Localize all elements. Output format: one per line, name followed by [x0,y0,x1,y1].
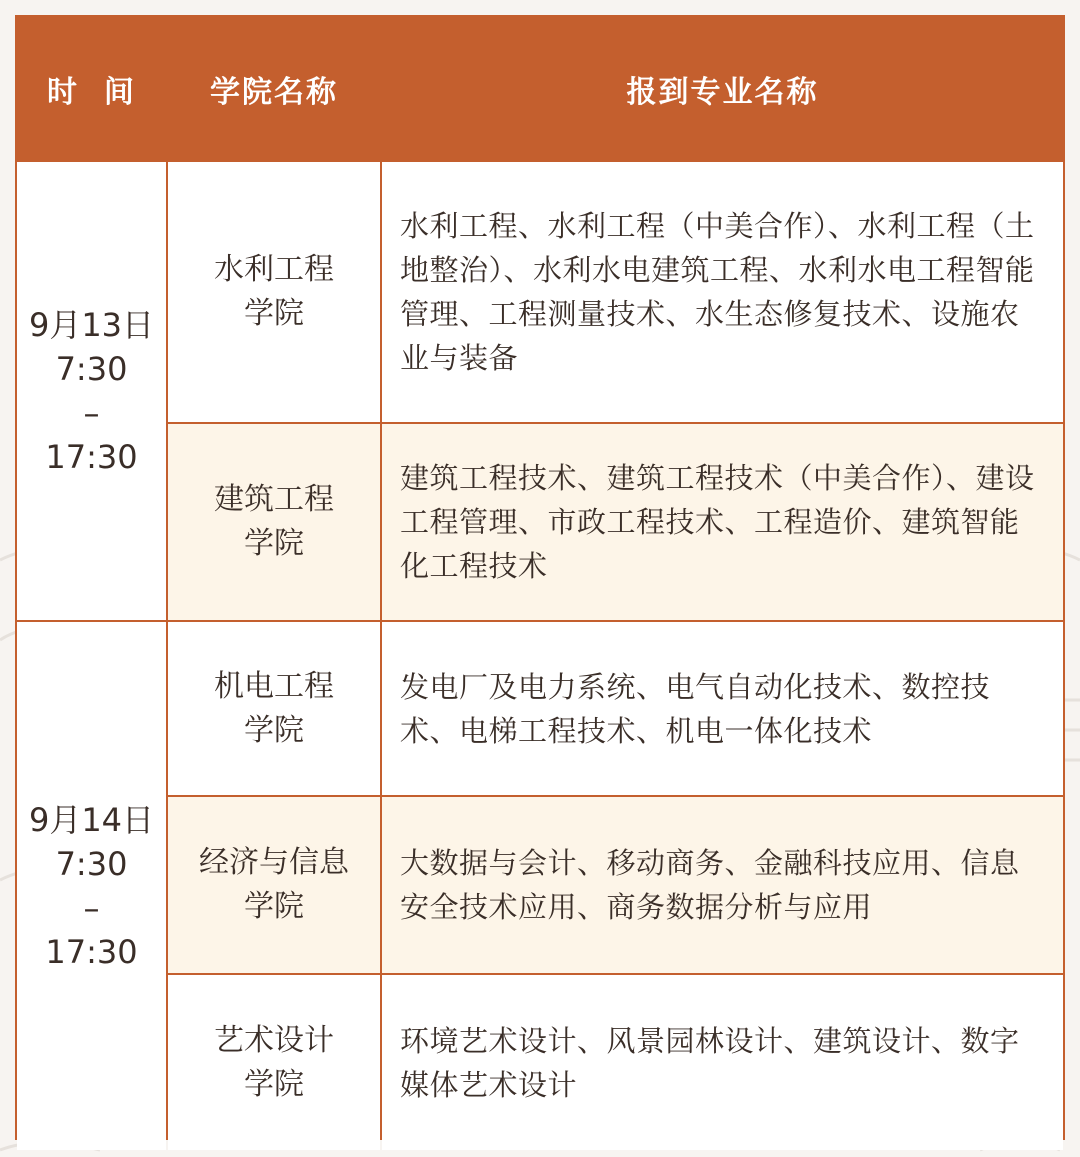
majors-cell-electromechanical: 发电厂及电力系统、电气自动化技术、数控技术、电梯工程技术、机电一体化技术 [382,622,1063,795]
time-cell-sept13: 9月13日 7:30 – 17:30 [17,162,166,620]
header-college: 学院名称 [168,17,380,160]
time-cell-sept14: 9月14日 7:30 – 17:30 [17,622,166,1150]
college-cell-art-design: 艺术设计 学院 [168,975,380,1150]
college-cell-architecture: 建筑工程 学院 [168,424,380,620]
registration-table [15,15,1065,1140]
college-cell-electromechanical: 机电工程 学院 [168,622,380,795]
header-time: 时 间 [17,17,166,160]
college-cell-economics-info: 经济与信息 学院 [168,797,380,973]
majors-cell-water-engineering: 水利工程、水利工程（中美合作）、水利工程（土地整治）、水利水电建筑工程、水利水电工程智能管理、工程测量技术、水生态修复技术、设施农业与装备 [382,162,1063,422]
college-cell-water-engineering: 水利工程 学院 [168,162,380,422]
header-majors: 报到专业名称 [382,17,1063,160]
majors-cell-art-design: 环境艺术设计、风景园林设计、建筑设计、数字媒体艺术设计 [382,975,1063,1150]
majors-cell-economics-info: 大数据与会计、移动商务、金融科技应用、信息安全技术应用、商务数据分析与应用 [382,797,1063,973]
majors-cell-architecture: 建筑工程技术、建筑工程技术（中美合作）、建设工程管理、市政工程技术、工程造价、建筑智能化工程技术 [382,424,1063,620]
